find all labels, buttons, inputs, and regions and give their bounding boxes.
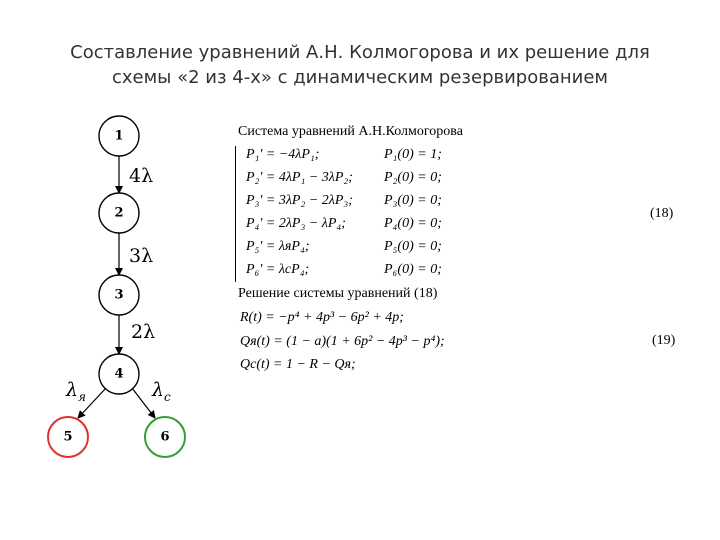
solution-line-3: Qc(t) = 1 − R − Qя; bbox=[240, 357, 356, 372]
equation-3: P₃' = 3λP₂ − 2λP₃; bbox=[246, 193, 353, 208]
rate-label-4-6-sub: c bbox=[164, 390, 171, 404]
state-node-5 bbox=[48, 417, 88, 457]
rate-label-4-6 bbox=[151, 379, 171, 404]
solution-line-2: Qя(t) = (1 − a)(1 + 6p² − 4p³ − p⁴); bbox=[240, 334, 445, 349]
rate-label-1-2: 4λ bbox=[129, 165, 154, 187]
rate-label-4-5 bbox=[65, 379, 86, 404]
state-node-5-label: 5 bbox=[63, 429, 73, 445]
rate-label-4-6-main: λ bbox=[152, 379, 165, 401]
equation-1: P₁' = −4λP₁; bbox=[246, 147, 320, 162]
initial-condition-6: P₆(0) = 0; bbox=[384, 262, 442, 277]
equation-6: P₆' = λсP₄; bbox=[246, 262, 310, 277]
solution-title: Решение системы уравнений (18) bbox=[238, 286, 438, 301]
state-node-1 bbox=[99, 116, 139, 156]
initial-condition-5: P₅(0) = 0; bbox=[384, 239, 442, 254]
state-node-3 bbox=[99, 275, 139, 315]
system-brace bbox=[235, 146, 244, 282]
title-line-1: Составление уравнений А.Н. Колмогорова и их решение для bbox=[70, 42, 650, 63]
state-node-2-label: 2 bbox=[114, 205, 124, 221]
state-node-3-label: 3 bbox=[114, 287, 124, 303]
rate-label-2-3: 3λ bbox=[129, 245, 154, 267]
equation-number-18: (18) bbox=[650, 206, 674, 221]
initial-condition-4: P₄(0) = 0; bbox=[384, 216, 442, 231]
state-node-4-label: 4 bbox=[114, 366, 124, 382]
system-title: Система уравнений А.Н.Колмогорова bbox=[238, 124, 463, 139]
equation-number-19: (19) bbox=[652, 333, 676, 348]
initial-condition-1: P₁(0) = 1; bbox=[384, 147, 442, 162]
state-node-6-label: 6 bbox=[160, 429, 170, 445]
state-node-4 bbox=[99, 354, 139, 394]
title-line-2: схемы «2 из 4-х» с динамическим резервированием bbox=[111, 67, 609, 88]
equation-5: P₅' = λяP₄; bbox=[246, 239, 310, 254]
rate-label-4-5-sub: я bbox=[78, 390, 86, 404]
state-node-1-label: 1 bbox=[114, 128, 124, 144]
rate-label-4-5-main: λ bbox=[66, 379, 79, 401]
initial-condition-3: P₃(0) = 0; bbox=[384, 193, 442, 208]
solution-line-1: R(t) = −p⁴ + 4p³ − 6p² + 4p; bbox=[240, 310, 404, 325]
state-node-2 bbox=[99, 193, 139, 233]
rate-label-3-4: 2λ bbox=[131, 321, 156, 343]
equation-2: P₂' = 4λP₁ − 3λP₂; bbox=[246, 170, 353, 185]
state-node-6 bbox=[145, 417, 185, 457]
initial-condition-2: P₂(0) = 0; bbox=[384, 170, 442, 185]
equation-4: P₄' = 2λP₃ − λP₄; bbox=[246, 216, 346, 231]
